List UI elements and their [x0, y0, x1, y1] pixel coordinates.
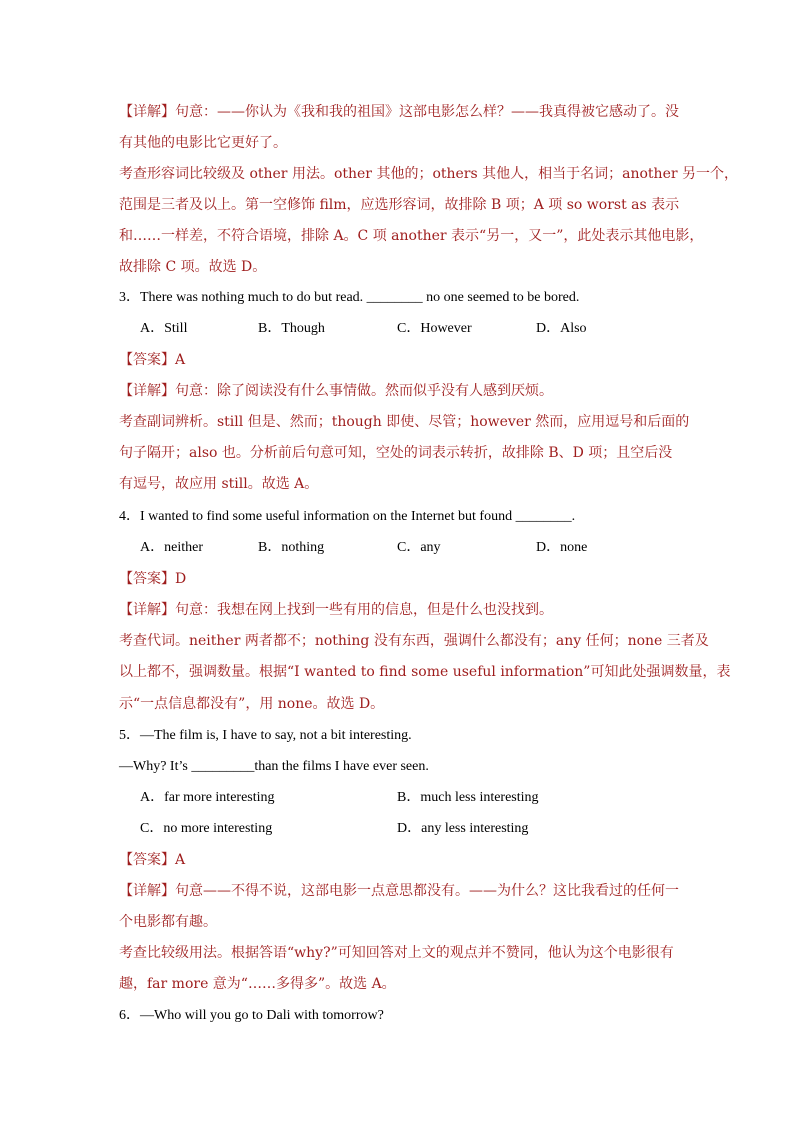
option-c: C．However [397, 321, 472, 336]
explain-line: 和……一样差，不符合语境，排除 A。C 项 another 表示“另一，又一”，此处表示其他电影， [119, 228, 704, 244]
explain-line: 【详解】句意：——你认为《我和我的祖国》这部电影怎么样？——我真得被它感动了。没 [119, 104, 679, 120]
explain-line: 示“一点信息都没有”，用 none。故选 D。 [119, 696, 385, 712]
explain-line: 考查副词辨析。still 但是、然而；though 即使、尽管；however 然而，应用逗号和后面的 [119, 414, 690, 430]
answer-label: 【答案】A [119, 852, 186, 868]
explain-line: 句子隔开；also 也。分析前后句意可知，空处的词表示转折，故排除 B、D 项；且空后没 [119, 445, 673, 461]
option-d: D．Also [536, 321, 587, 336]
explain-line: 考查代词。neither 两者都不；nothing 没有东西，强调什么都没有；any 任何；none 三者及 [119, 633, 709, 649]
explain-line: 考查比较级用法。根据答语“why?”可知回答对上文的观点并不赞同，他认为这个电影很有 [119, 945, 674, 961]
explain-line: 有逗号，故应用 still。故选 A。 [119, 476, 319, 492]
explain-line: 趣，far more 意为“……多得多”。故选 A。 [119, 976, 396, 992]
explain-line: 【详解】句意：除了阅读没有什么事情做。然而似乎没有人感到厌烦。 [119, 383, 553, 399]
explain-line: 以上都不，强调数量。根据“I wanted to find some useful information”可知此处强调数量，表 [119, 664, 731, 680]
question-stem: 5．—The film is, I have to say, not a bit interesting. [119, 728, 412, 743]
question-stem: 4．I wanted to find some useful information on the Internet but found ________. [119, 509, 576, 524]
explain-line: 故排除 C 项。故选 D。 [119, 259, 267, 275]
option-c: C．any [397, 540, 441, 555]
explain-line: 考查形容词比较级及 other 用法。other 其他的；others 其他人，相当于名词；another 另一个， [119, 166, 738, 182]
answer-label: 【答案】D [119, 571, 187, 587]
explain-line: 有其他的电影比它更好了。 [119, 135, 287, 151]
question-stem: 6．—Who will you go to Dali with tomorrow? [119, 1008, 384, 1023]
answer-label: 【答案】A [119, 352, 186, 368]
option-b: B．much less interesting [397, 790, 539, 805]
question-stem: —Why? It’s _________than the films I have ever seen. [119, 759, 429, 774]
explain-line: 个电影都有趣。 [119, 914, 217, 930]
question-stem: 3．There was nothing much to do but read. ________ no one seemed to be bored. [119, 290, 580, 305]
option-d: D．none [536, 540, 588, 555]
option-a: A．neither [140, 540, 203, 555]
option-c: C．no more interesting [140, 821, 273, 836]
explain-line: 【详解】句意：我想在网上找到一些有用的信息，但是什么也没找到。 [119, 602, 553, 618]
explain-line: 【详解】句意——不得不说，这部电影一点意思都没有。——为什么？这比我看过的任何一 [119, 883, 679, 899]
option-d: D．any less interesting [397, 821, 529, 836]
option-b: B．nothing [258, 540, 325, 555]
explain-line: 范围是三者及以上。第一空修饰 film，应选形容词，故排除 B 项；A 项 so worst as 表示 [119, 197, 680, 213]
option-a: A．Still [140, 321, 188, 336]
option-b: B．Though [258, 321, 325, 336]
option-a: A．far more interesting [140, 790, 275, 805]
